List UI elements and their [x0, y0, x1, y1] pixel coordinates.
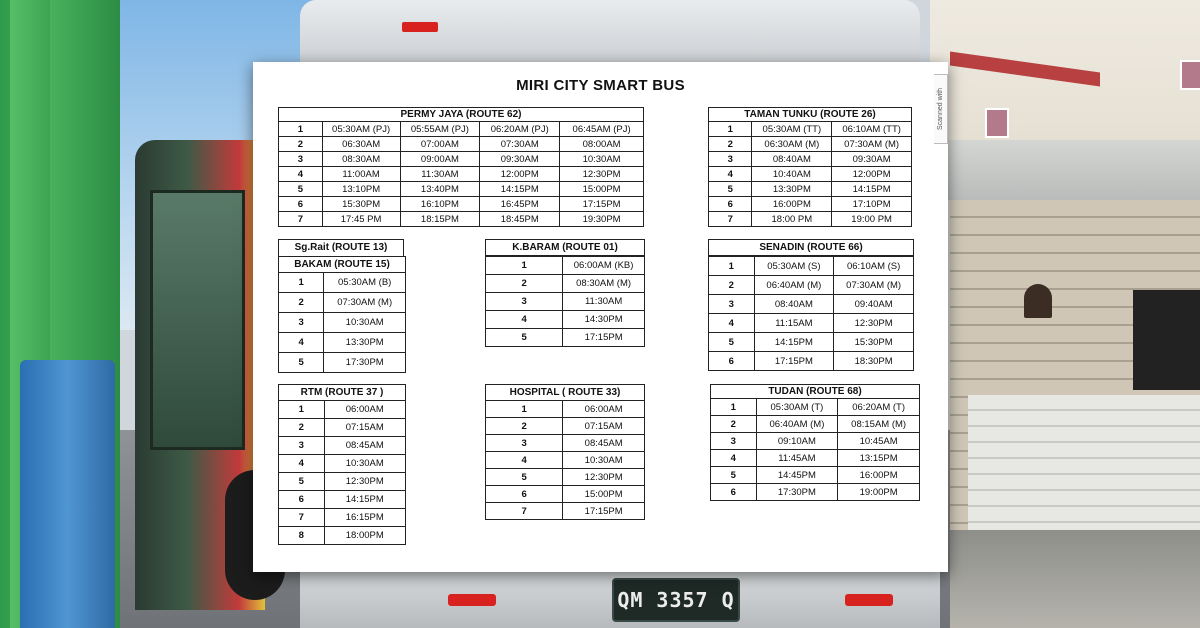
bus-roof — [300, 0, 920, 70]
trip-number: 6 — [709, 197, 752, 212]
departure-time: 13:40PM — [400, 182, 480, 197]
departure-time: 14:15PM — [832, 182, 912, 197]
schedule-document — [253, 62, 948, 572]
table-row — [709, 352, 914, 371]
trip-number: 7 — [709, 212, 752, 227]
shed-roof — [948, 140, 1200, 200]
departure-time: 10:45AM — [838, 433, 920, 450]
departure-time: 18:00 PM — [752, 212, 832, 227]
departure-time: 06:20AM (T) — [838, 399, 920, 416]
trip-number: 4 — [711, 450, 757, 467]
trip-number: 2 — [279, 419, 325, 437]
departure-time: 06:30AM (M) — [752, 137, 832, 152]
departure-time: 09:40AM — [834, 295, 914, 314]
trip-number: 3 — [709, 295, 755, 314]
departure-time: 08:40AM — [754, 295, 834, 314]
schedule-table-tudan — [710, 398, 920, 501]
trip-number: 4 — [279, 167, 323, 182]
trip-number: 3 — [711, 433, 757, 450]
trip-number: 5 — [711, 467, 757, 484]
departure-time: 15:00PM — [563, 486, 645, 503]
departure-time: 05:30AM (T) — [756, 399, 838, 416]
table-row — [279, 455, 406, 473]
departure-time: 07:00AM — [400, 137, 480, 152]
trip-number: 3 — [486, 293, 563, 311]
trip-number: 6 — [279, 491, 325, 509]
building-window — [985, 108, 1009, 138]
departure-time: 08:45AM — [324, 437, 405, 455]
trip-number: 6 — [279, 197, 323, 212]
departure-time: 08:30AM (M) — [563, 275, 645, 293]
table-row — [486, 503, 645, 520]
schedule-table-permy-jaya — [278, 121, 644, 227]
trip-number: 3 — [709, 152, 752, 167]
departure-time: 14:45PM — [756, 467, 838, 484]
trip-number: 4 — [486, 311, 563, 329]
table-row — [486, 435, 645, 452]
route-title-hospital: HOSPITAL ( ROUTE 33) — [485, 384, 645, 401]
departure-time: 07:30AM — [480, 137, 560, 152]
trip-number: 2 — [279, 293, 324, 313]
departure-time: 17:30PM — [324, 353, 406, 373]
trip-number: 5 — [709, 333, 755, 352]
blue-cloth — [20, 360, 115, 628]
trip-number: 6 — [709, 352, 755, 371]
table-row — [279, 273, 406, 293]
table-row — [709, 314, 914, 333]
departure-time: 19:00PM — [838, 484, 920, 501]
departure-time: 17:15PM — [754, 352, 834, 371]
trip-number: 1 — [709, 257, 755, 276]
departure-time: 13:30PM — [324, 333, 406, 353]
document-title: MIRI CITY SMART BUS — [516, 77, 685, 94]
trip-number: 5 — [486, 329, 563, 347]
departure-time: 12:30PM — [324, 473, 405, 491]
table-row — [709, 257, 914, 276]
table-row — [709, 333, 914, 352]
trip-number: 4 — [486, 452, 563, 469]
departure-time: 13:30PM — [752, 182, 832, 197]
departure-time: 06:30AM — [322, 137, 400, 152]
route-title-permy-jaya: PERMY JAYA (ROUTE 62) — [278, 107, 644, 122]
table-row — [279, 122, 644, 137]
departure-time: 18:00PM — [324, 527, 405, 545]
departure-time: 16:00PM — [752, 197, 832, 212]
schedule-table-rtm — [278, 400, 406, 545]
table-row — [279, 401, 406, 419]
trip-number: 5 — [486, 469, 563, 486]
departure-time: 07:30AM (M) — [832, 137, 912, 152]
departure-time: 14:15PM — [480, 182, 560, 197]
departure-time: 12:30PM — [560, 167, 644, 182]
table-row — [279, 473, 406, 491]
trip-number: 1 — [279, 122, 323, 137]
departure-time: 10:30AM — [560, 152, 644, 167]
departure-time: 14:30PM — [563, 311, 645, 329]
table-row — [279, 293, 406, 313]
trip-number: 5 — [709, 182, 752, 197]
trip-number: 3 — [279, 152, 323, 167]
departure-time: 12:30PM — [834, 314, 914, 333]
route-title-k-baram: K.BARAM (ROUTE 01) — [485, 239, 645, 256]
trip-number: 4 — [279, 333, 324, 353]
departure-time: 16:10PM — [400, 197, 480, 212]
departure-time: 08:30AM — [322, 152, 400, 167]
departure-time: 13:15PM — [838, 450, 920, 467]
table-row — [279, 419, 406, 437]
departure-time: 15:30PM — [322, 197, 400, 212]
building-window — [1180, 60, 1200, 90]
departure-time: 14:15PM — [754, 333, 834, 352]
route-title-senadin: SENADIN (ROUTE 66) — [708, 239, 914, 256]
trip-number: 1 — [279, 401, 325, 419]
scan-watermark: Scanned with — [934, 74, 948, 144]
bus-top-light — [402, 22, 438, 32]
departure-time: 11:00AM — [322, 167, 400, 182]
tail-light — [845, 594, 893, 606]
table-row — [486, 486, 645, 503]
table-row — [709, 295, 914, 314]
departure-time: 15:00PM — [560, 182, 644, 197]
trip-number: 4 — [709, 314, 755, 333]
table-row — [486, 293, 645, 311]
trip-number: 1 — [279, 273, 324, 293]
departure-time: 17:45 PM — [322, 212, 400, 227]
departure-time: 06:40AM (M) — [754, 276, 834, 295]
departure-time: 12:30PM — [563, 469, 645, 486]
table-row — [709, 122, 912, 137]
table-row — [279, 137, 644, 152]
departure-time: 09:30AM — [832, 152, 912, 167]
table-row — [486, 311, 645, 329]
departure-time: 08:40AM — [752, 152, 832, 167]
table-row — [486, 275, 645, 293]
schedule-table-senadin — [708, 256, 914, 371]
table-row — [709, 182, 912, 197]
trip-number: 2 — [486, 418, 563, 435]
departure-time: 16:45PM — [480, 197, 560, 212]
route-title-taman-tunku: TAMAN TUNKU (ROUTE 26) — [708, 107, 912, 122]
departure-time: 05:30AM (PJ) — [322, 122, 400, 137]
departure-time: 19:00 PM — [832, 212, 912, 227]
table-row — [279, 197, 644, 212]
trip-number: 3 — [279, 437, 325, 455]
departure-time: 06:20AM (PJ) — [480, 122, 560, 137]
departure-time: 17:15PM — [560, 197, 644, 212]
sidewalk — [950, 530, 1200, 628]
departure-time: 15:30PM — [834, 333, 914, 352]
departure-time: 08:00AM — [560, 137, 644, 152]
table-row — [279, 313, 406, 333]
departure-time: 16:15PM — [324, 509, 405, 527]
table-row — [486, 452, 645, 469]
departure-time: 05:30AM (B) — [324, 273, 406, 293]
departure-time: 10:30AM — [563, 452, 645, 469]
departure-time: 11:15AM — [754, 314, 834, 333]
departure-time: 12:00PM — [480, 167, 560, 182]
departure-time: 05:30AM (TT) — [752, 122, 832, 137]
schedule-table-hospital — [485, 400, 645, 520]
schedule-table-bakam — [278, 272, 406, 373]
trip-number: 1 — [711, 399, 757, 416]
trip-number: 7 — [486, 503, 563, 520]
trip-number: 7 — [279, 212, 323, 227]
departure-time: 09:30AM — [480, 152, 560, 167]
departure-time: 07:15AM — [563, 418, 645, 435]
table-row — [279, 333, 406, 353]
departure-time: 13:10PM — [322, 182, 400, 197]
departure-time: 07:30AM (M) — [324, 293, 406, 313]
route-title-rtm: RTM (ROUTE 37 ) — [278, 384, 406, 401]
table-row — [486, 401, 645, 418]
trip-number: 1 — [486, 401, 563, 418]
departure-time: 08:45AM — [563, 435, 645, 452]
table-row — [709, 276, 914, 295]
table-row — [279, 353, 406, 373]
departure-time: 19:30PM — [560, 212, 644, 227]
trip-number: 5 — [279, 353, 324, 373]
departure-time: 17:15PM — [563, 503, 645, 520]
table-row — [486, 257, 645, 275]
departure-time: 16:00PM — [838, 467, 920, 484]
table-row — [279, 167, 644, 182]
trip-number: 3 — [279, 313, 324, 333]
table-row — [711, 484, 920, 501]
departure-time: 08:15AM (M) — [838, 416, 920, 433]
departure-time: 09:10AM — [756, 433, 838, 450]
table-row — [279, 212, 644, 227]
departure-time: 10:40AM — [752, 167, 832, 182]
departure-time: 06:00AM (KB) — [563, 257, 645, 275]
birdhouse — [1024, 284, 1052, 318]
departure-time: 11:30AM — [400, 167, 480, 182]
departure-time: 07:15AM — [324, 419, 405, 437]
trip-number: 8 — [279, 527, 325, 545]
departure-time: 05:30AM (S) — [754, 257, 834, 276]
departure-time: 11:30AM — [563, 293, 645, 311]
route-title-tudan: TUDAN (ROUTE 68) — [710, 384, 920, 399]
schedule-table-taman-tunku — [708, 121, 912, 227]
departure-time: 09:00AM — [400, 152, 480, 167]
trip-number: 3 — [486, 435, 563, 452]
table-row — [709, 212, 912, 227]
table-row — [711, 433, 920, 450]
table-row — [709, 137, 912, 152]
table-row — [486, 469, 645, 486]
departure-time: 17:30PM — [756, 484, 838, 501]
route-title-bakam: BAKAM (ROUTE 15) — [278, 256, 406, 273]
schedule-table-k-baram — [485, 256, 645, 347]
departure-time: 11:45AM — [756, 450, 838, 467]
departure-time: 06:45AM (PJ) — [560, 122, 644, 137]
trip-number: 6 — [486, 486, 563, 503]
trip-number: 5 — [279, 182, 323, 197]
table-row — [279, 182, 644, 197]
table-row — [279, 527, 406, 545]
departure-time: 18:30PM — [834, 352, 914, 371]
departure-time: 06:40AM (M) — [756, 416, 838, 433]
trip-number: 2 — [711, 416, 757, 433]
departure-time: 06:00AM — [324, 401, 405, 419]
departure-time: 06:10AM (TT) — [832, 122, 912, 137]
departure-time: 06:00AM — [563, 401, 645, 418]
table-row — [486, 418, 645, 435]
table-row — [709, 152, 912, 167]
bus-door — [150, 190, 245, 450]
table-row — [711, 450, 920, 467]
trip-number: 2 — [279, 137, 323, 152]
departure-time: 10:30AM — [324, 455, 405, 473]
departure-time: 12:00PM — [832, 167, 912, 182]
departure-time: 07:30AM (M) — [834, 276, 914, 295]
departure-time: 17:10PM — [832, 197, 912, 212]
trip-number: 2 — [709, 137, 752, 152]
trip-number: 4 — [709, 167, 752, 182]
trip-number: 6 — [711, 484, 757, 501]
table-row — [711, 416, 920, 433]
route-title-sg-rait: Sg.Rait (ROUTE 13) — [278, 239, 404, 256]
departure-time: 18:15PM — [400, 212, 480, 227]
trip-number: 1 — [709, 122, 752, 137]
trip-number: 5 — [279, 473, 325, 491]
departure-time: 17:15PM — [563, 329, 645, 347]
table-row — [709, 197, 912, 212]
tail-light — [448, 594, 496, 606]
trip-number: 2 — [486, 275, 563, 293]
departure-time: 10:30AM — [324, 313, 406, 333]
license-plate: QM 3357 Q — [612, 578, 740, 622]
table-row — [279, 437, 406, 455]
trip-number: 7 — [279, 509, 325, 527]
departure-time: 06:10AM (S) — [834, 257, 914, 276]
table-row — [486, 329, 645, 347]
table-row — [279, 152, 644, 167]
shed-window — [1133, 290, 1200, 390]
trip-number: 1 — [486, 257, 563, 275]
shed-shutter — [968, 395, 1200, 530]
departure-time: 14:15PM — [324, 491, 405, 509]
table-row — [711, 467, 920, 484]
table-row — [711, 399, 920, 416]
table-row — [709, 167, 912, 182]
table-row — [279, 491, 406, 509]
table-row — [279, 509, 406, 527]
departure-time: 05:55AM (PJ) — [400, 122, 480, 137]
trip-number: 2 — [709, 276, 755, 295]
trip-number: 4 — [279, 455, 325, 473]
departure-time: 18:45PM — [480, 212, 560, 227]
